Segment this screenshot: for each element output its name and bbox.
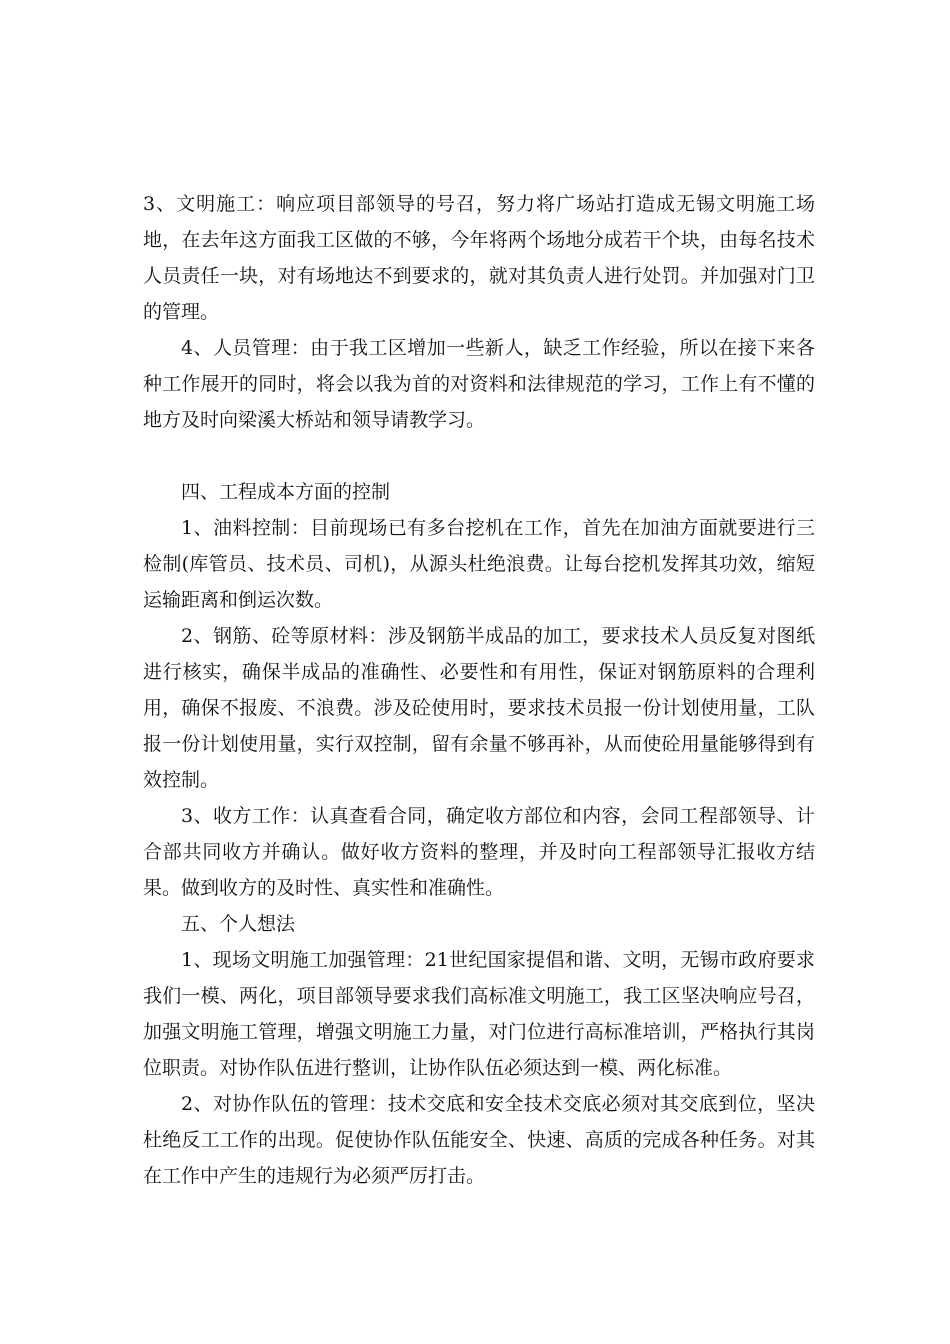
- paragraph-raw-materials: 2、钢筋、砼等原材料：涉及钢筋半成品的加工，要求技术人员反复对图纸进行核实，确保半成品的准确性、必要性和有用性，保证对钢筋原料的合理利用，确保不报废、不浪费。涉及砼使用时，要求技术员报一份计划使用量，工队报一份计划使用量，实行双控制，留有余量不够再补，从而使砼用量能够得到有效控制。: [143, 625, 815, 791]
- paragraph-quantity-survey: 3、收方工作：认真查看合同，确定收方部位和内容，会同工程部领导、计合部共同收方并确认。做好收方资料的整理，并及时向工程部领导汇报收方结果。做到收方的及时性、真实性和准确性。: [143, 805, 815, 899]
- paragraph-fuel-control: 1、油料控制：目前现场已有多台挖机在工作，首先在加油方面就要进行三检制(库管员、技术员、司机)，从源头杜绝浪费。让每台挖机发挥其功效，缩短运输距离和倒运次数。: [143, 517, 815, 611]
- section-heading-cost-control: 四、工程成本方面的控制: [181, 481, 391, 503]
- paragraph-civilized-construction: 3、文明施工：响应项目部领导的号召，努力将广场站打造成无锡文明施工场地，在去年这方面我工区做的不够，今年将两个场地分成若干个块，由每名技术人员责任一块，对有场地达不到要求的，就对其负责人进行处罚。并加强对门卫的管理。: [143, 193, 815, 323]
- paragraph-personnel-management: 4、人员管理：由于我工区增加一些新人，缺乏工作经验，所以在接下来各种工作展开的同时，将会以我为首的对资料和法律规范的学习，工作上有不懂的地方及时向梁溪大桥站和领导请教学习。: [143, 337, 815, 431]
- document-body: [143, 186, 815, 1194]
- section-heading-personal-thoughts: 五、个人想法: [181, 913, 296, 935]
- paragraph-team-management: 2、对协作队伍的管理：技术交底和安全技术交底必须对其交底到位，坚决杜绝反工工作的出现。促使协作队伍能安全、快速、高质的完成各种任务。对其在工作中产生的违规行为必须严厉打击。: [143, 1093, 815, 1187]
- paragraph-site-management: 1、现场文明施工加强管理：21世纪国家提倡和谐、文明，无锡市政府要求我们一模、两化，项目部领导要求我们高标准文明施工，我工区坚决响应号召，加强文明施工管理，增强文明施工力量，对门位进行高标准培训，严格执行其岗位职责。对协作队伍进行整训，让协作队伍必须达到一模、两化标准。: [143, 949, 815, 1079]
